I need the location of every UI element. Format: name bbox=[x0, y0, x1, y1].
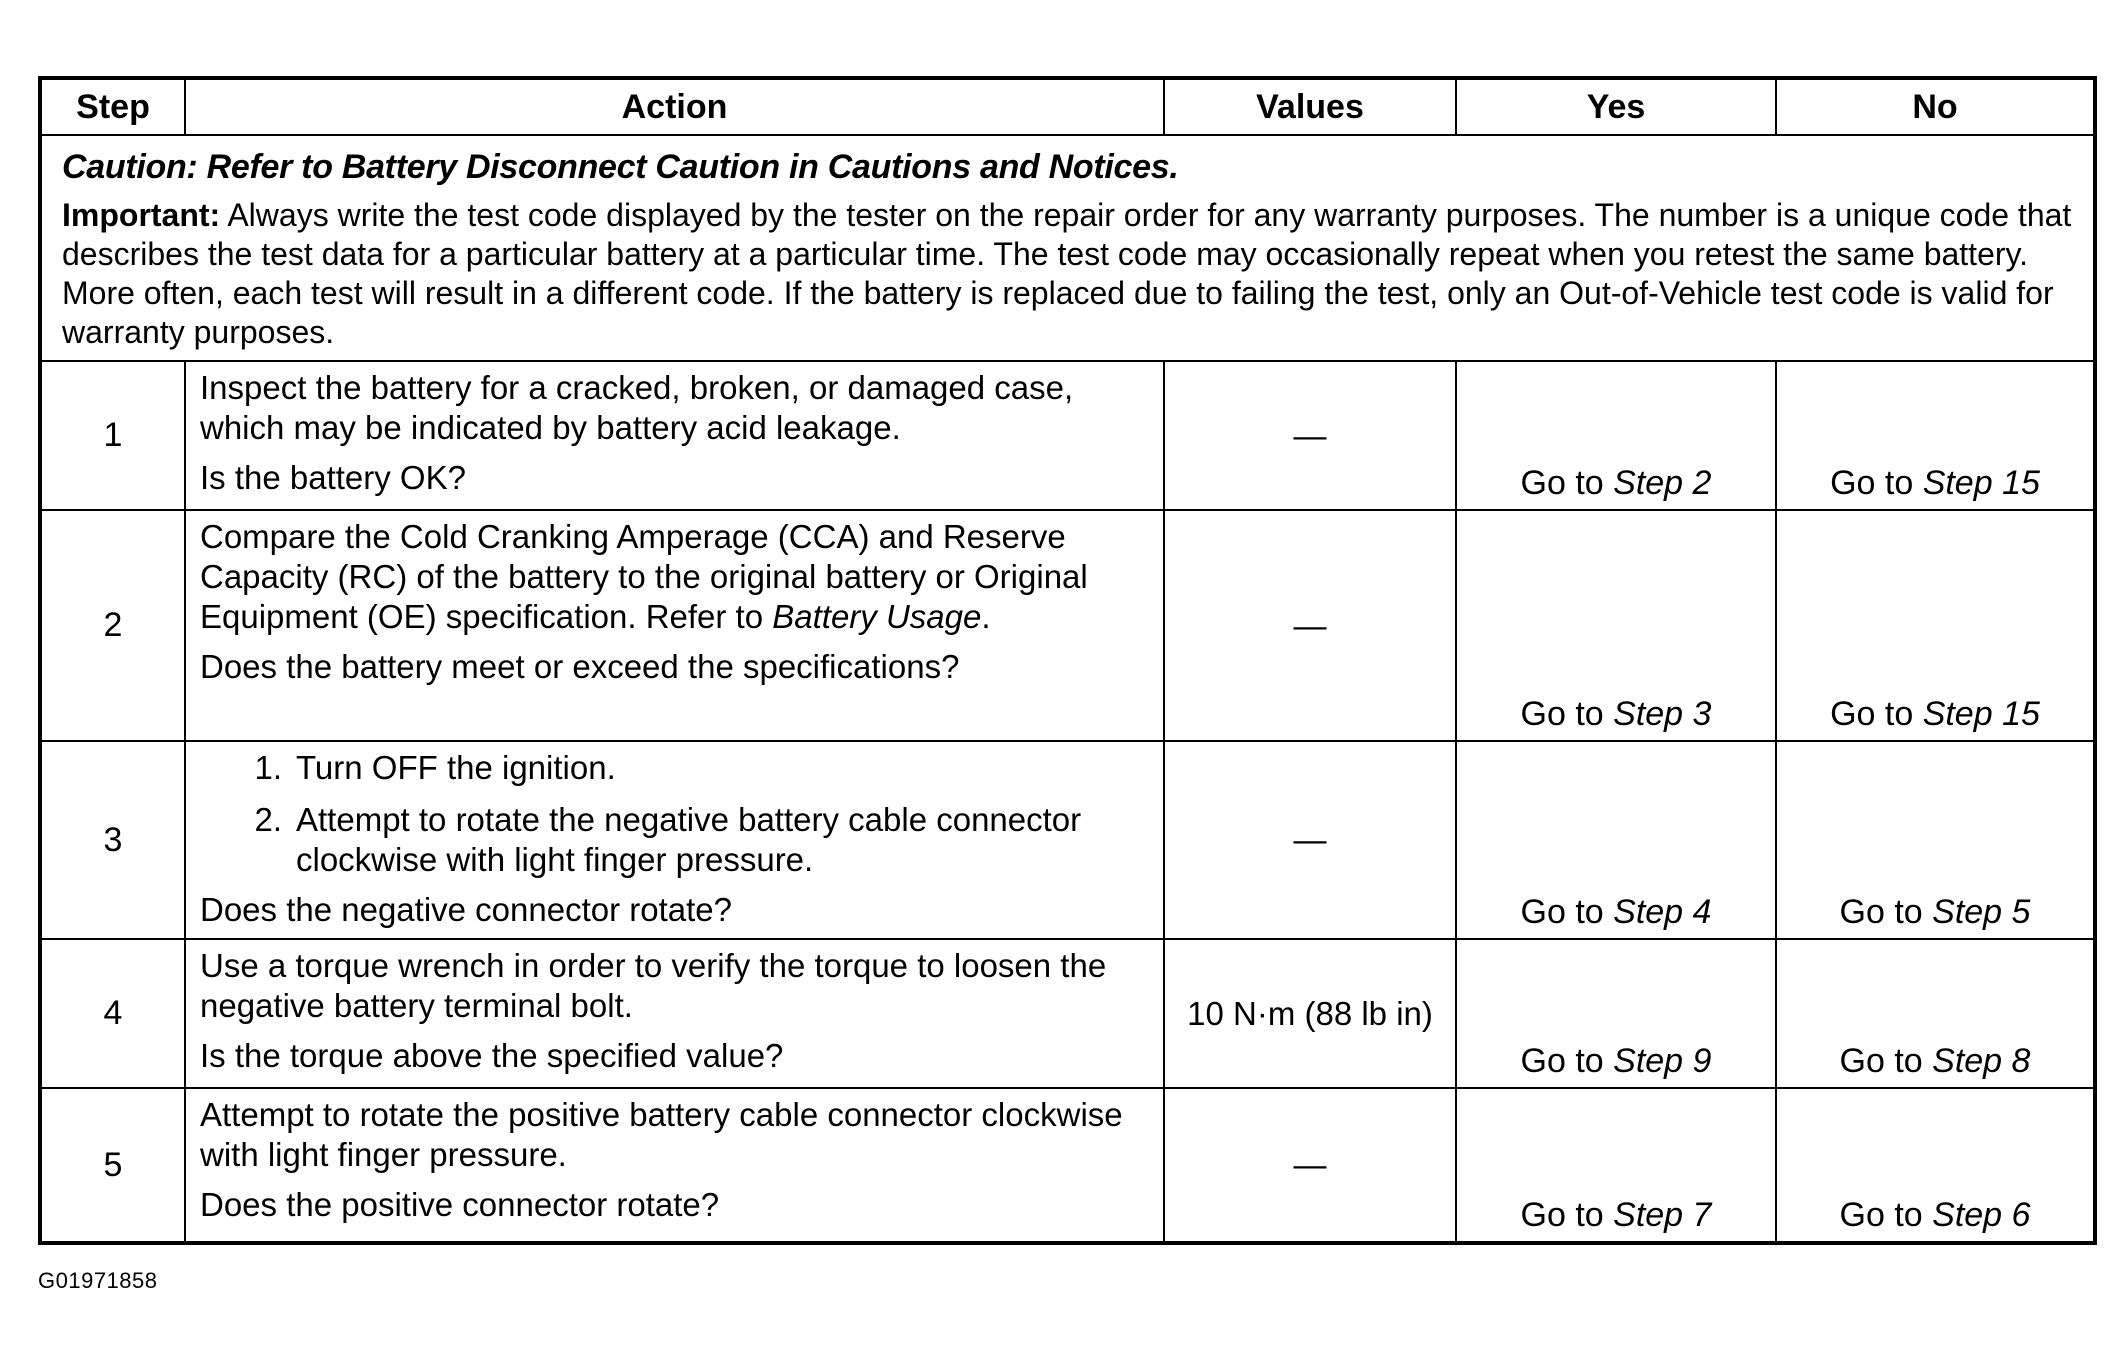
no-cell bbox=[1776, 1088, 2095, 1243]
action-text: Attempt to rotate the positive battery cable connector clockwise with light finger pressure. bbox=[200, 1096, 1123, 1173]
step-number: 1 bbox=[40, 361, 185, 510]
table-row bbox=[40, 1088, 2095, 1243]
no-step-ref: Step 8 bbox=[1932, 1042, 2031, 1080]
yes-step-ref: Step 3 bbox=[1613, 695, 1712, 733]
yes-prefix: Go to bbox=[1520, 1042, 1614, 1080]
table-row bbox=[40, 741, 2095, 939]
action-reference: Battery Usage bbox=[772, 598, 982, 635]
header-step: Step bbox=[40, 78, 185, 135]
no-cell bbox=[1776, 939, 2095, 1088]
table-row bbox=[40, 361, 2095, 510]
step-number: 5 bbox=[40, 1088, 185, 1243]
figure-id: G01971858 bbox=[38, 1268, 158, 1293]
caution-text: Caution: Refer to Battery Disconnect Caution in Cautions and Notices. bbox=[62, 148, 1179, 186]
no-cell bbox=[1776, 510, 2095, 741]
action-question: Is the torque above the specified value? bbox=[200, 1037, 784, 1074]
no-prefix: Go to bbox=[1839, 893, 1933, 931]
no-step-ref: Step 5 bbox=[1932, 893, 2031, 931]
action-cell bbox=[185, 741, 1164, 939]
no-prefix: Go to bbox=[1830, 695, 1923, 733]
diagnostic-table bbox=[38, 76, 2097, 1245]
step-number: 4 bbox=[40, 939, 185, 1088]
yes-cell bbox=[1456, 510, 1776, 741]
list-item-number: 1. bbox=[254, 749, 282, 786]
action-cell bbox=[185, 939, 1164, 1088]
no-prefix: Go to bbox=[1839, 1042, 1933, 1080]
action-question: Does the battery meet or exceed the specifications? bbox=[200, 648, 960, 685]
no-prefix: Go to bbox=[1839, 1196, 1933, 1234]
step-number: 3 bbox=[40, 741, 185, 939]
yes-cell bbox=[1456, 741, 1776, 939]
notice-row bbox=[40, 135, 2095, 361]
no-cell bbox=[1776, 361, 2095, 510]
yes-cell bbox=[1456, 361, 1776, 510]
list-item-text: Attempt to rotate the negative battery cable connector clockwise with light finger pressure. bbox=[296, 801, 1082, 878]
important-text: Always write the test code displayed by the tester on the repair order for any warranty purposes. The number is a unique code that describes the test data for a particular battery at a particular time. The test code may occasionally repeat when you retest the same battery. More often, each test will result in a different code. If the battery is replaced due to failing the test, only an Out-of-Vehicle test code is valid for warranty purposes. bbox=[62, 197, 2072, 350]
yes-step-ref: Step 4 bbox=[1613, 893, 1712, 931]
yes-step-ref: Step 9 bbox=[1613, 1042, 1712, 1080]
list-item-number: 2. bbox=[254, 801, 282, 838]
list-item-text: Turn OFF the ignition. bbox=[296, 749, 616, 786]
value-cell: — bbox=[1164, 361, 1456, 510]
list-item bbox=[200, 800, 1149, 880]
no-step-ref: Step 6 bbox=[1932, 1196, 2031, 1234]
value-cell: 10 N·m (88 lb in) bbox=[1164, 939, 1456, 1088]
yes-cell bbox=[1456, 1088, 1776, 1243]
important-label: Important: bbox=[62, 197, 221, 233]
yes-prefix: Go to bbox=[1520, 464, 1614, 502]
table-row bbox=[40, 939, 2095, 1088]
yes-step-ref: Step 2 bbox=[1613, 464, 1712, 502]
header-action: Action bbox=[185, 78, 1164, 135]
list-item bbox=[200, 748, 1149, 788]
action-question: Does the positive connector rotate? bbox=[200, 1186, 720, 1223]
action-text: Inspect the battery for a cracked, broken, or damaged case, which may be indicated by battery acid leakage. bbox=[200, 369, 1074, 446]
no-step-ref: Step 15 bbox=[1922, 695, 2040, 733]
no-step-ref: Step 15 bbox=[1922, 464, 2040, 502]
notice-cell bbox=[40, 135, 2095, 361]
yes-cell bbox=[1456, 939, 1776, 1088]
action-question: Is the battery OK? bbox=[200, 459, 466, 496]
header-row bbox=[40, 78, 2095, 135]
yes-prefix: Go to bbox=[1520, 1196, 1614, 1234]
step-number: 2 bbox=[40, 510, 185, 741]
action-suffix: . bbox=[981, 598, 991, 635]
yes-prefix: Go to bbox=[1520, 893, 1614, 931]
action-text-wrap bbox=[200, 517, 1149, 637]
header-no: No bbox=[1776, 78, 2095, 135]
action-question: Does the negative connector rotate? bbox=[200, 891, 733, 928]
action-list bbox=[200, 748, 1149, 880]
action-text: Use a torque wrench in order to verify the torque to loosen the negative battery terminal bolt. bbox=[200, 947, 1107, 1024]
header-values: Values bbox=[1164, 78, 1456, 135]
header-yes: Yes bbox=[1456, 78, 1776, 135]
no-cell bbox=[1776, 741, 2095, 939]
action-cell bbox=[185, 1088, 1164, 1243]
value-cell: — bbox=[1164, 1088, 1456, 1243]
action-cell bbox=[185, 510, 1164, 741]
no-prefix: Go to bbox=[1830, 464, 1923, 502]
yes-prefix: Go to bbox=[1520, 695, 1614, 733]
action-cell bbox=[185, 361, 1164, 510]
yes-step-ref: Step 7 bbox=[1613, 1196, 1712, 1234]
table-row bbox=[40, 510, 2095, 741]
value-cell: — bbox=[1164, 510, 1456, 741]
value-cell: — bbox=[1164, 741, 1456, 939]
important-note bbox=[62, 196, 2073, 352]
action-text: Compare the Cold Cranking Amperage (CCA) and Reserve Capacity (RC) of the battery to the original battery or Original Equipment (OE) specification. Refer to bbox=[200, 518, 1088, 635]
